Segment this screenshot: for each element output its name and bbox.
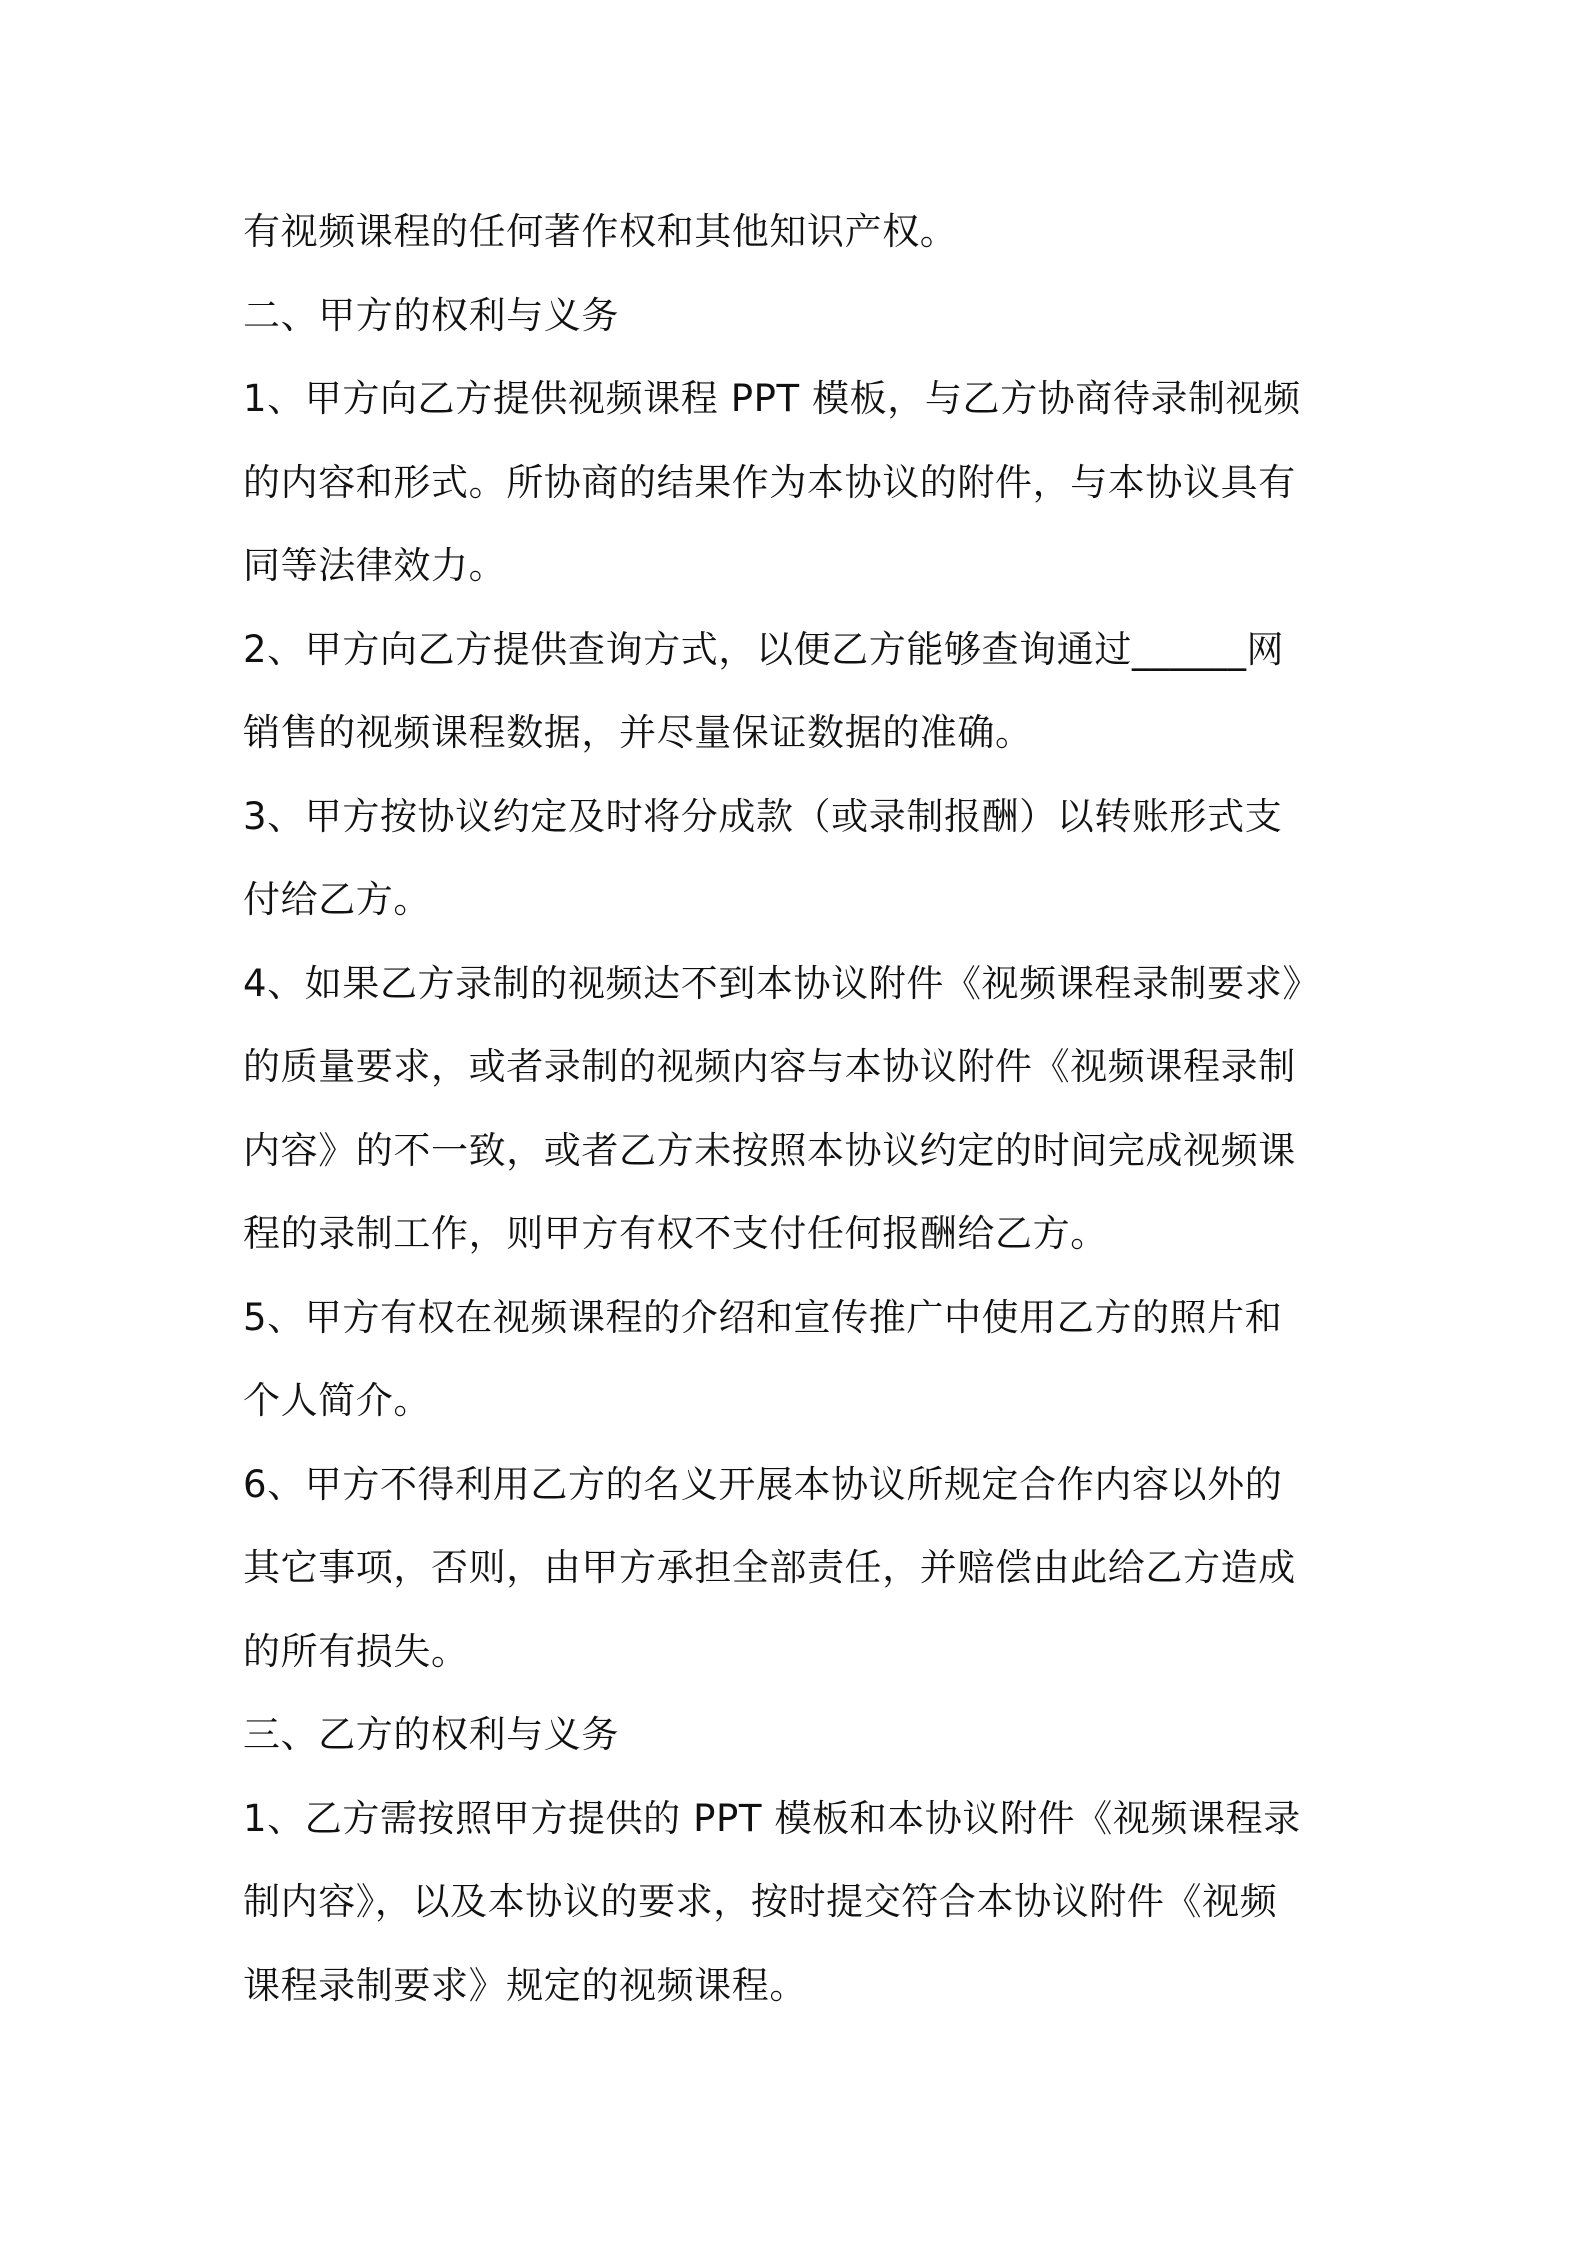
text-line: 5、甲方有权在视频课程的介绍和宣传推广中使用乙方的照片和 (243, 1295, 1283, 1339)
text-line: 的质量要求，或者录制的视频内容与本协议附件《视频课程录制 (243, 1045, 1296, 1088)
text-line: 课程录制要求》规定的视频课程。 (243, 1963, 807, 2007)
text-line: 内容》的不一致，或者乙方未按照本协议约定的时间完成视频课 (243, 1128, 1296, 1172)
text-line: 有视频课程的任何著作权和其他知识产权。 (243, 210, 958, 253)
section-heading: 三、乙方的权利与义务 (243, 1713, 619, 1756)
text-line: 1、甲方向乙方提供视频课程 PPT 模板，与乙方协商待录制视频 (243, 377, 1301, 420)
text-line: 3、甲方按协议约定及时将分成款（或录制报酬）以转账形式支 (243, 794, 1283, 838)
text-line: 1、乙方需按照甲方提供的 PPT 模板和本协议附件《视频课程录 (243, 1796, 1301, 1840)
text-line: 同等法律效力。 (243, 544, 507, 587)
section-heading: 二、甲方的权利与义务 (243, 293, 619, 337)
text-line: 付给乙方。 (243, 878, 431, 921)
text-line: 6、甲方不得利用乙方的名义开展本协议所规定合作内容以外的 (243, 1462, 1283, 1506)
text-line: 的所有损失。 (243, 1629, 469, 1673)
text-line: 的内容和形式。所协商的结果作为本协议的附件，与本协议具有 (243, 460, 1296, 504)
text-line: 制内容》，以及本协议的要求，按时提交符合本协议附件《视频 (243, 1880, 1278, 1923)
text-line: 程的录制工作，则甲方有权不支付任何报酬给乙方。 (243, 1212, 1108, 1255)
document-body (243, 190, 1363, 2027)
text-line: 个人简介。 (243, 1379, 431, 1422)
text-line: 4、如果乙方录制的视频达不到本协议附件《视频课程录制要求》 (243, 961, 1320, 1005)
text-line: 其它事项，否则，由甲方承担全部责任，并赔偿由此给乙方造成 (243, 1546, 1296, 1589)
text-line: 2、甲方向乙方提供查询方式，以便乙方能够查询通过______网 (243, 627, 1285, 671)
text-line: 销售的视频课程数据，并尽量保证数据的准确。 (243, 711, 1033, 754)
